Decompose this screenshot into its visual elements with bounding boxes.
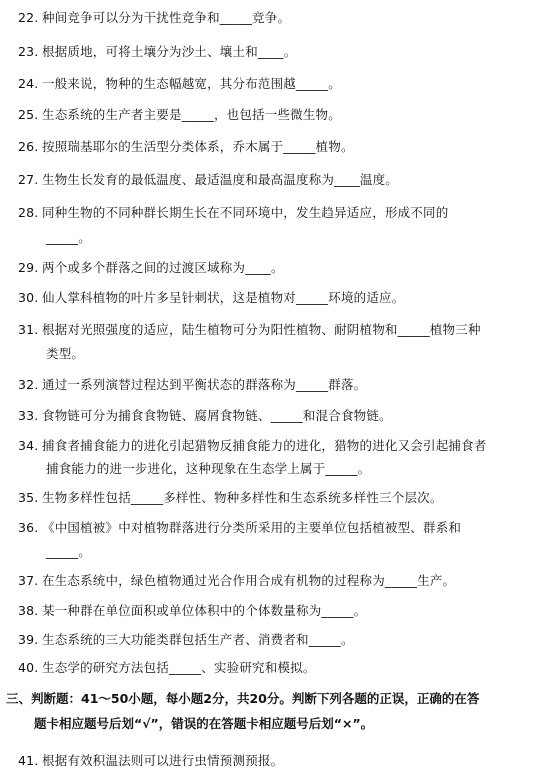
question-25 [18,105,341,125]
question-22 [18,8,290,28]
question-text-line1: 根据对光照强度的适应，陆生植物可分为阳性植物、耐阴植物和_____植物三种 [42,322,481,337]
question-text: 按照瑞基耶尔的生活型分类体系，乔木属于_____植物。 [42,139,354,154]
section-3-line2: 题卡相应题号后划“√”，错误的在答题卡相应题号后划“×”。 [34,716,374,731]
question-29 [18,258,284,278]
question-text: 一般来说，物种的生态幅越宽，其分布范围越_____。 [42,76,341,91]
question-text-line2: 捕食能力的进一步进化，这种现象在生态学上属于_____。 [46,461,371,476]
question-number: 26. [18,139,39,154]
question-text: 根据有效积温法则可以进行虫情预测预报。 [42,753,284,768]
question-31-continuation [46,344,84,364]
question-text: 生态系统的生产者主要是_____，也包括一些微生物。 [42,107,341,122]
section-3-line1: 三、判断题：41～50小题，每小题2分，共20分。判断下列各题的正误，正确的在答 [6,691,480,706]
question-39 [18,630,354,650]
question-text-line2: _____。 [46,544,91,559]
question-text: 两个或多个群落之间的过渡区域称为____。 [42,260,284,275]
question-number: 25. [18,107,39,122]
question-number: 31. [18,322,39,337]
question-number: 36. [18,520,39,535]
question-number: 30. [18,290,39,305]
question-text-line1: 同种生物的不同种群长期生长在不同环境中，发生趋异适应，形成不同的 [42,205,449,220]
question-text-line1: 《中国植被》中对植物群落进行分类所采用的主要单位包括植被型、群系和 [42,520,462,535]
question-text: 通过一系列演替过程达到平衡状态的群落称为_____群落。 [42,377,367,392]
question-28 [18,203,448,223]
question-text: 生物多样性包括_____多样性、物种多样性和生态系统多样性三个层次。 [42,490,443,505]
question-number: 39. [18,632,39,647]
question-text: 种间竞争可以分为干扰性竞争和_____竞争。 [42,10,291,25]
question-text: 生态系统的三大功能类群包括生产者、消费者和_____。 [42,632,354,647]
question-28-continuation [46,228,91,248]
question-text: 食物链可分为捕食食物链、腐屑食物链、_____和混合食物链。 [42,408,392,423]
question-26 [18,137,354,157]
question-number: 38. [18,603,39,618]
question-text: 在生态系统中，绿色植物通过光合作用合成有机物的过程称为_____生产。 [42,573,456,588]
question-34 [18,436,487,456]
question-text: 根据质地，可将土壤分为沙土、壤土和____。 [42,44,297,59]
question-number: 40. [18,660,39,675]
question-23 [18,42,296,62]
question-35 [18,488,443,508]
question-40 [18,658,316,678]
question-37 [18,571,455,591]
question-27 [18,170,398,190]
question-38 [18,601,366,621]
question-text-line2: 类型。 [46,346,85,361]
question-number: 29. [18,260,39,275]
question-number: 33. [18,408,39,423]
question-33 [18,406,392,426]
question-number: 35. [18,490,39,505]
question-number: 22. [18,10,39,25]
question-text-line2: _____。 [46,230,91,245]
question-24 [18,74,341,94]
question-text: 生态学的研究方法包括_____、实验研究和模拟。 [42,660,316,675]
section-3-heading [6,688,479,710]
question-number: 24. [18,76,39,91]
question-31 [18,320,481,340]
question-number: 41. [18,753,39,768]
question-number: 34. [18,438,39,453]
question-number: 32. [18,377,39,392]
question-number: 37. [18,573,39,588]
question-41 [18,751,283,771]
question-36 [18,518,461,538]
question-34-continuation [46,459,370,479]
question-text-line1: 捕食者捕食能力的进化引起猎物反捕食能力的进化，猎物的进化又会引起捕食者 [42,438,487,453]
question-number: 23. [18,44,39,59]
question-30 [18,288,404,308]
question-number: 27. [18,172,39,187]
question-text: 仙人掌科植物的叶片多呈针刺状，这是植物对_____环境的适应。 [42,290,405,305]
question-number: 28. [18,205,39,220]
question-36-continuation [46,542,91,562]
question-text: 生物生长发育的最低温度、最适温度和最高温度称为____温度。 [42,172,399,187]
section-3-heading-continuation [34,713,373,735]
question-text: 某一种群在单位面积或单位体积中的个体数量称为_____。 [42,603,367,618]
question-32 [18,375,366,395]
